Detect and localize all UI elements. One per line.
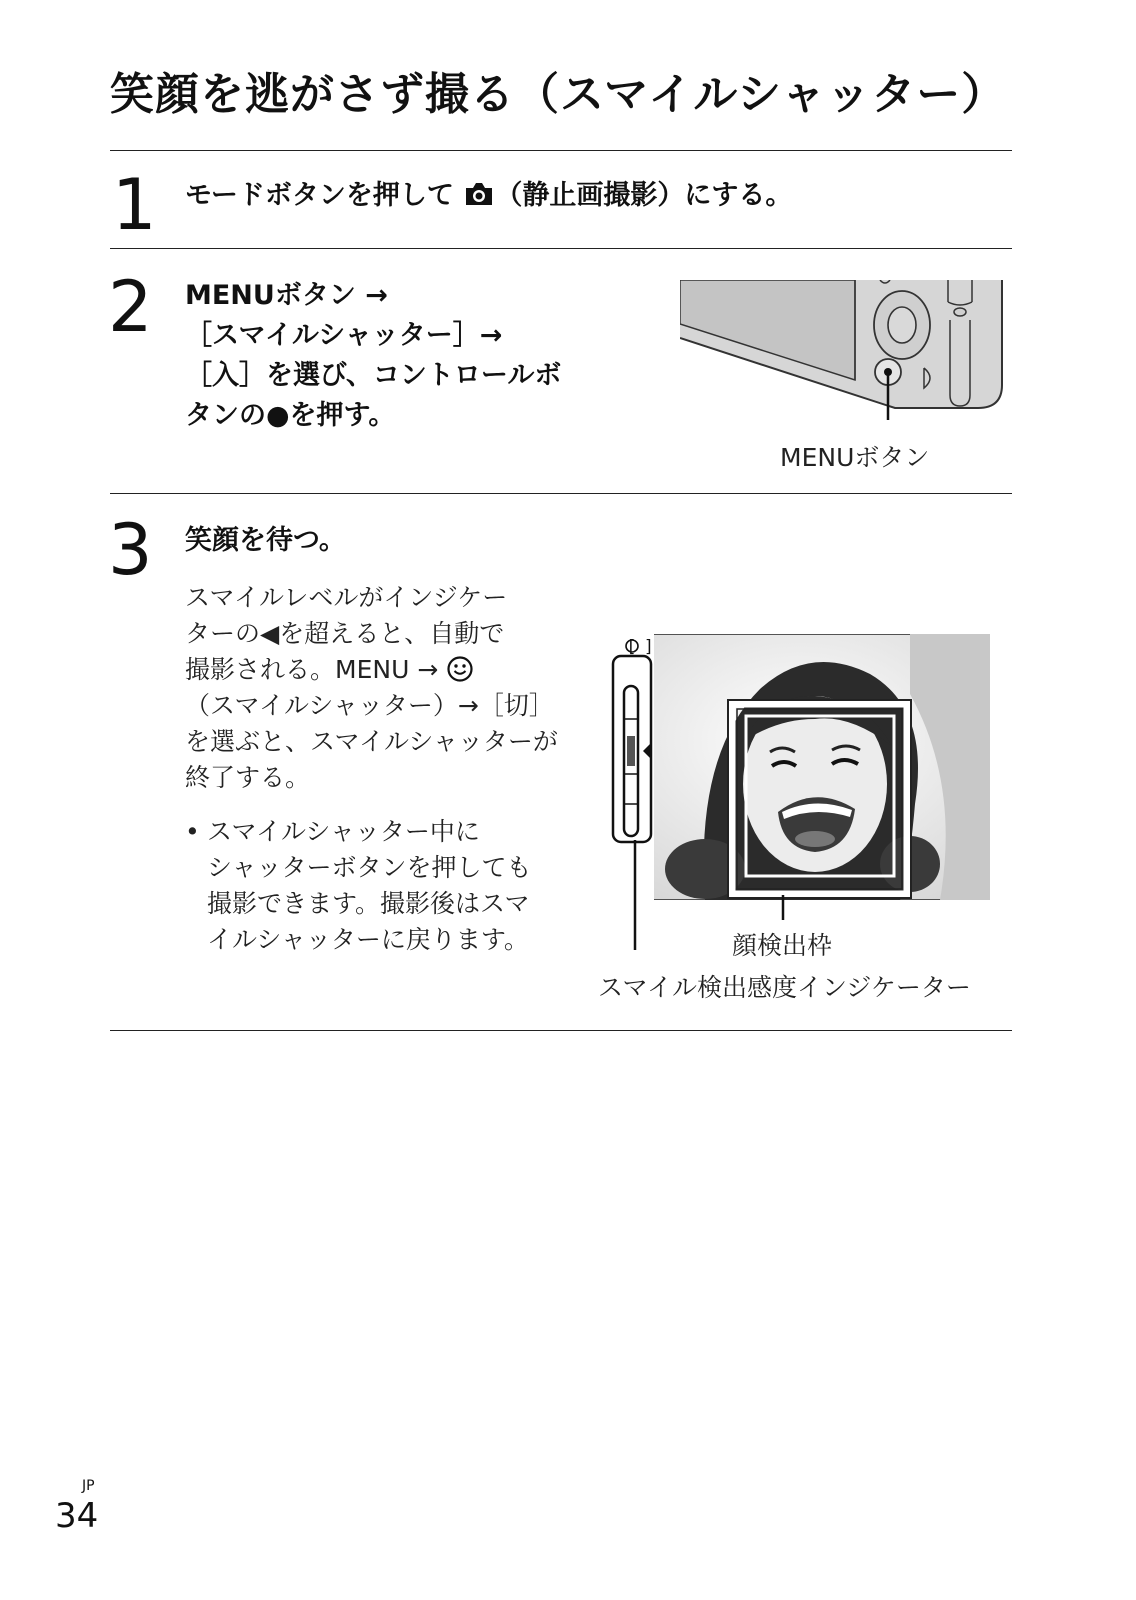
body-line: ターの◀を超えると、自動で <box>185 619 505 648</box>
svg-text:[: [ <box>628 637 636 657</box>
body-line: を選ぶと、スマイルシャッターが <box>185 727 558 756</box>
bullet-line: スマイルシャッター中に <box>207 817 480 846</box>
step-2-line: MENUボタン → <box>185 280 388 311</box>
divider <box>110 150 1012 151</box>
step-3-body <box>185 580 558 796</box>
body-line-text: 撮影される。MENU → <box>185 655 439 684</box>
page-number: 34 <box>55 1496 99 1536</box>
body-line: （スマイルシャッター）→［切］ <box>185 691 554 720</box>
divider <box>110 248 1012 249</box>
page-title: 笑顔を逃がさず撮る（スマイルシャッター） <box>110 69 1007 120</box>
step-2-instruction <box>185 276 561 436</box>
svg-text:]: ] <box>645 637 652 657</box>
divider <box>110 1030 1012 1031</box>
body-line: スマイルレベルがインジケー <box>185 583 508 612</box>
camera-icon <box>463 181 495 207</box>
step-1-text-after: （静止画撮影）にする。 <box>495 180 793 211</box>
camera-back-illustration <box>680 280 1010 420</box>
step-3-heading: 笑顔を待つ。 <box>185 525 346 556</box>
step-1-text-before: モードボタンを押して <box>185 180 454 211</box>
body-line <box>185 652 558 688</box>
bullet-line: イルシャッターに戻ります。 <box>207 925 529 954</box>
face-frame-caption: 顔検出枠 <box>732 931 833 960</box>
body-line: 終了する。 <box>185 763 311 792</box>
divider <box>110 493 1012 494</box>
smile-indicator-caption: スマイル検出感度インジケーター <box>598 973 971 1002</box>
step-2-line: タンの●を押す。 <box>185 400 396 431</box>
step-1-instruction <box>185 176 792 216</box>
step-1-number: 1 <box>112 164 157 246</box>
note-bullet <box>185 814 532 958</box>
step-2-line: ［スマイルシャッター］→ <box>185 320 503 351</box>
bullet-line: 撮影できます。撮影後はスマ <box>207 889 530 918</box>
language-code: JP <box>82 1478 95 1494</box>
smile-icon <box>446 655 474 683</box>
step-2-line: ［入］を選び、コントロールボ <box>185 360 562 391</box>
bullet-line: シャッターボタンを押しても <box>207 853 532 882</box>
step-3-number: 3 <box>108 509 153 591</box>
step-2-number: 2 <box>108 266 153 348</box>
menu-button-caption: MENUボタン <box>780 443 930 472</box>
bullet-marker: • <box>185 817 200 846</box>
